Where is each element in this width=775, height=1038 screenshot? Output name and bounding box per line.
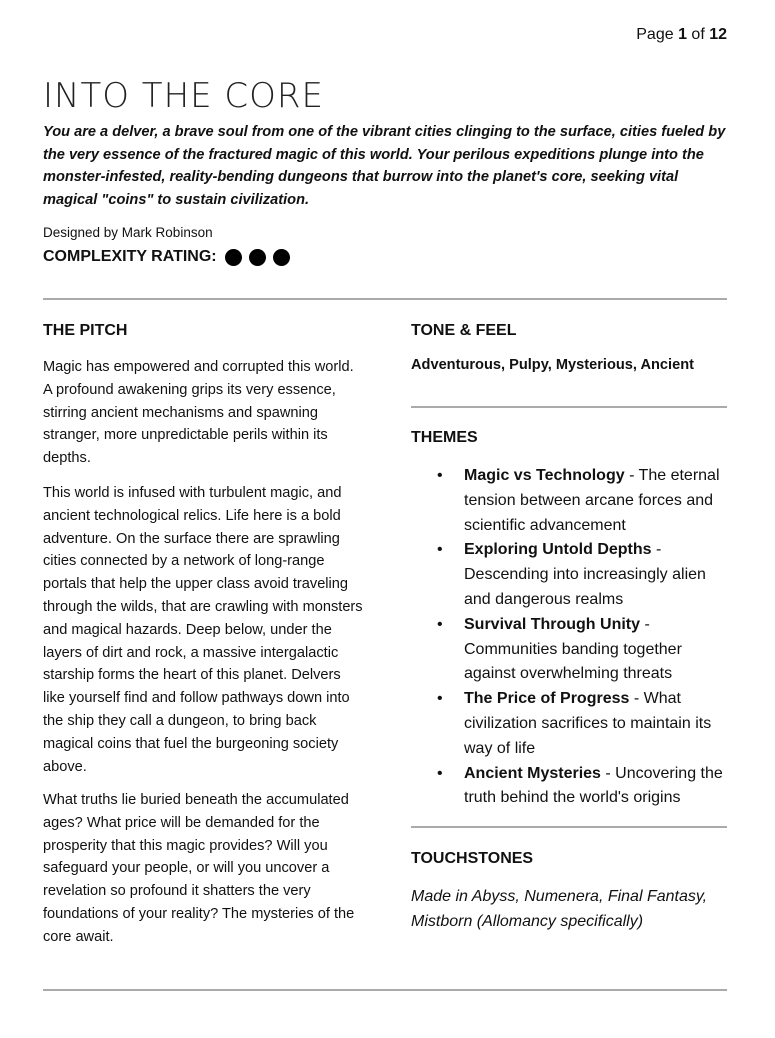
designer-credit: Designed by Mark Robinson (43, 225, 213, 240)
divider-themes (411, 826, 727, 828)
complexity-dots (225, 249, 297, 266)
page-of: of (686, 26, 710, 43)
complexity-rating (43, 248, 297, 266)
theme-title: Exploring Untold Depths (464, 541, 652, 559)
theme-item (411, 613, 731, 687)
themes-list (411, 464, 731, 811)
divider-bottom (43, 989, 727, 991)
touchstones-text: Made in Abyss, Numenera, Final Fantasy, Mistborn (Allomancy specifically) (411, 888, 708, 930)
theme-title: Survival Through Unity (464, 615, 641, 633)
theme-item (411, 538, 731, 612)
theme-item (411, 687, 731, 761)
complexity-label: COMPLEXITY RATING: (43, 248, 217, 265)
theme-desc: - What civilization sacrifices to maintain its way of life (464, 690, 712, 757)
page-number (636, 26, 727, 44)
theme-title: Ancient Mysteries (464, 764, 601, 782)
page-title: INTO THE CORE (43, 76, 325, 116)
touchstones-heading: TOUCHSTONES (411, 850, 534, 867)
divider-tone (411, 406, 727, 408)
tone-heading: TONE & FEEL (411, 322, 517, 339)
themes-heading: THEMES (411, 429, 478, 446)
theme-title: The Price of Progress (464, 690, 630, 708)
complexity-dot (225, 249, 242, 266)
tone-text: Adventurous, Pulpy, Mysterious, Ancient (411, 357, 694, 373)
page-total: 12 (709, 26, 727, 43)
intro-text: You are a delver, a brave soul from one of the vibrant cities clinging to the surface, cities fueled by the very essence of the fractured magic of this world. Your perilous expeditions plunge into the monster-infested, reality-bending dungeons that burrow into the planet's core, seeking vital magical "coins" to sustain civilization. (43, 124, 726, 208)
page-current: 1 (678, 26, 687, 43)
complexity-dot (273, 249, 290, 266)
theme-desc: - Descending into increasingly alien and dangerous realms (464, 541, 706, 608)
divider-top (43, 298, 727, 300)
complexity-dot (249, 249, 266, 266)
pitch-heading: THE PITCH (43, 322, 128, 339)
theme-item (411, 464, 731, 538)
theme-desc: - Communities banding together against overwhelming threats (464, 615, 682, 683)
pitch-paragraph-2: This world is infused with turbulent magic, and ancient technological relics. Life here is a bold adventure. On the surface there are sprawling cities connected by a network of long-range portals that help the upper class avoid traveling through the wilds, that are crawling with monsters and magical hazards. Deep below, under the layers of dirt and rock, a massive intergalactic starship forms the heart of this planet. Delvers like yourself find and follow pathways down into the ship they call a dungeon, to bring back magical coins that fuel the burgeoning society above. (43, 485, 363, 775)
theme-item (411, 762, 731, 812)
pitch-paragraph-1: Magic has empowered and corrupted this world. A profound awakening grips its very essence, stirring ancient mechanisms and spawning stranger, more unpredictable perils within its depths. (43, 359, 354, 467)
pitch-paragraph-3: What truths lie buried beneath the accumulated ages? What price will be demanded for the prosperity that this magic provides? Will you safeguard your people, or will you uncover a revelation so profound it shatters the very foundations of your reality? The mysteries of the core await. (43, 792, 355, 945)
theme-desc: - Uncovering the truth behind the world's origins (464, 764, 723, 807)
page-prefix: Page (636, 26, 679, 43)
theme-title: Magic vs Technology (464, 467, 625, 484)
theme-desc: - The eternal tension between arcane forces and scientific advancement (464, 467, 720, 534)
